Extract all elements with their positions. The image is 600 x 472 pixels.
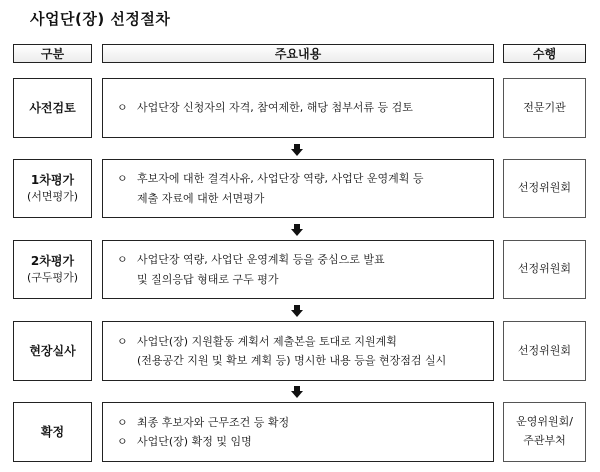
header-gubun: 구분 xyxy=(13,44,92,63)
content-text: 사업단(장) 지원활동 계획서 제출본을 토대로 지원계획 xyxy=(137,334,397,348)
performer-box-second-evaluation xyxy=(503,240,586,299)
performer-box-first-evaluation xyxy=(503,159,586,218)
stage-subtitle: (구두평가) xyxy=(26,271,79,285)
content-box-site-inspection xyxy=(102,321,494,381)
content-line xyxy=(117,351,485,370)
content-box-pre-review xyxy=(102,78,494,138)
bullet-mark: ㅇ xyxy=(117,172,128,186)
content-line xyxy=(117,413,485,432)
stage-name: 2차평가 xyxy=(30,254,75,269)
performer-box-pre-review xyxy=(503,78,586,138)
content-text: 사업단장 신청자의 자격, 참여제한, 해당 첨부서류 등 검토 xyxy=(137,101,413,115)
performer-text: 운영위원회/ xyxy=(516,415,573,429)
stage-name: 현장실사 xyxy=(29,344,76,358)
performer-text: 선정위원회 xyxy=(517,181,572,195)
performer-text: 주관부처 xyxy=(523,434,566,447)
header-main-content: 주요내용 xyxy=(102,44,494,63)
stage-box-pre-review xyxy=(13,78,92,138)
stage-name: 1차평가 xyxy=(30,173,75,188)
performer-box-site-inspection xyxy=(503,321,586,381)
content-line xyxy=(117,432,485,451)
bullet-mark: ㅇ xyxy=(117,415,128,429)
content-line xyxy=(117,189,485,208)
content-line xyxy=(117,169,485,188)
bullet-mark: ㅇ xyxy=(117,253,128,267)
bullet-mark: ㅇ xyxy=(117,101,128,115)
bullet-mark: ㅇ xyxy=(117,334,128,348)
stage-box-second-evaluation xyxy=(13,240,92,299)
content-line xyxy=(117,332,485,351)
content-line xyxy=(117,270,485,289)
down-arrow-icon xyxy=(291,144,303,156)
stage-box-confirmation xyxy=(13,402,92,462)
content-box-confirmation xyxy=(102,402,494,462)
stage-name: 사전검토 xyxy=(29,101,76,115)
performer-text: 선정위원회 xyxy=(517,262,572,276)
header-performer: 수행 xyxy=(503,44,586,63)
bullet-mark: ㅇ xyxy=(117,435,128,448)
down-arrow-icon xyxy=(291,305,303,317)
content-text: 최종 후보자와 근무조건 등 확정 xyxy=(137,415,290,429)
down-arrow-icon xyxy=(291,224,303,236)
content-line xyxy=(117,98,485,117)
performer-text: 전문기관 xyxy=(523,100,566,114)
stage-name: 확정 xyxy=(40,425,65,439)
performer-text: 선정위원회 xyxy=(517,343,572,357)
content-text: (전용공간 지원 및 확보 계획 등) 명시한 내용 등을 현장점검 실시 xyxy=(137,354,447,367)
content-text: 사업단(장) 확정 및 임명 xyxy=(137,435,252,448)
content-text: 사업단장 역량, 사업단 운영계획 등을 중심으로 발표 xyxy=(137,253,385,267)
content-box-second-evaluation xyxy=(102,240,494,299)
content-text: 후보자에 대한 결격사유, 사업단장 역량, 사업단 운영계획 등 xyxy=(137,172,424,186)
performer-box-confirmation xyxy=(503,402,586,462)
stage-subtitle: (서면평가) xyxy=(26,190,79,204)
stage-box-first-evaluation xyxy=(13,159,92,218)
content-box-first-evaluation xyxy=(102,159,494,218)
down-arrow-icon xyxy=(291,386,303,398)
page-title: 사업단(장) 선정절차 xyxy=(30,10,171,28)
stage-box-site-inspection xyxy=(13,321,92,381)
content-text: 제출 자료에 대한 서면평가 xyxy=(137,191,265,205)
content-line xyxy=(117,250,485,269)
content-text: 및 질의응답 형태로 구두 평가 xyxy=(137,272,279,286)
